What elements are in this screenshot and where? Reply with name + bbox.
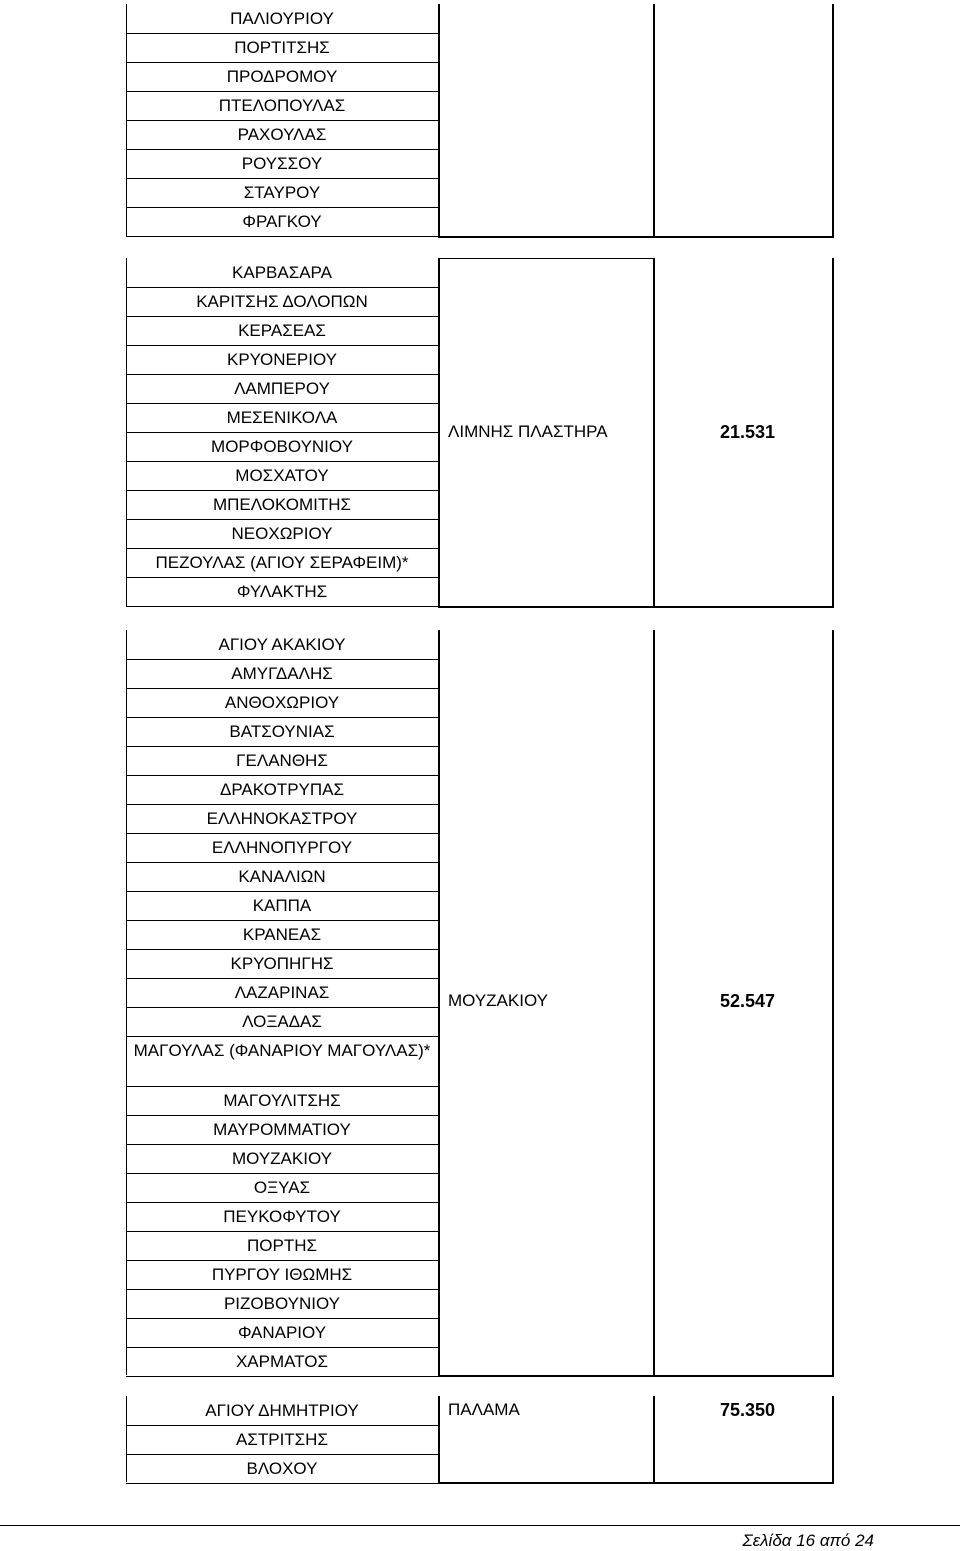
row-divider [126, 236, 438, 237]
village-cell: ΛΑΖΑΡΙΝΑΣ [234, 983, 330, 1002]
village-cell: ΦΥΛΑΚΤΗΣ [236, 582, 328, 601]
row-divider [126, 862, 438, 863]
row-divider [126, 659, 438, 660]
group-bottom-border [438, 1375, 834, 1377]
village-cell: ΑΜΥΓΔΑΛΗΣ [231, 664, 333, 683]
row-divider [126, 1115, 438, 1116]
population-value: 21.531 [719, 422, 775, 442]
village-cell: ΦΡΑΓΚΟΥ [242, 212, 322, 231]
row-divider [126, 1376, 438, 1377]
village-cell: ΛΑΜΠΕΡΟΥ [234, 379, 330, 398]
row-divider [126, 1202, 438, 1203]
row-divider [126, 606, 438, 607]
row-divider [126, 345, 438, 346]
row-divider [126, 1086, 438, 1087]
row-divider [126, 1483, 438, 1484]
row-divider [126, 746, 438, 747]
row-divider [126, 1173, 438, 1174]
row-divider [126, 432, 438, 433]
row-divider [126, 519, 438, 520]
municipality-name: ΠΑΛΑΜΑ [448, 1400, 520, 1419]
row-divider [126, 1318, 438, 1319]
row-divider [126, 490, 438, 491]
population-column-right-border [832, 1396, 834, 1482]
municipality-column-right-border [653, 4, 655, 236]
village-cell: ΧΑΡΜΑΤΟΣ [235, 1352, 329, 1371]
row-divider [126, 804, 438, 805]
village-cell: ΜΟΡΦΟΒΟΥΝΙΟΥ [211, 437, 353, 456]
village-cell: ΜΟΥΖΑΚΙΟΥ [232, 1149, 332, 1168]
row-divider [126, 149, 438, 150]
population-column-right-border [832, 630, 834, 1375]
village-cell: ΑΓΙΟΥ ΑΚΑΚΙΟΥ [218, 635, 346, 654]
population-column-right-border [832, 258, 834, 606]
village-cell: ΜΠΕΛΟΚΟΜΙΤΗΣ [212, 495, 352, 514]
row-divider [126, 891, 438, 892]
village-cell: ΑΝΘΟΧΩΡΙΟΥ [224, 693, 340, 712]
village-cell: ΚΑΠΠΑ [252, 896, 312, 915]
row-divider [126, 1036, 438, 1037]
page-number: Σελίδα 16 από 24 [742, 1531, 874, 1550]
village-cell: ΠΑΛΙΟΥΡΙΟΥ [230, 9, 334, 28]
row-divider [126, 833, 438, 834]
row-divider [126, 120, 438, 121]
village-cell: ΝΕΟΧΩΡΙΟΥ [231, 524, 333, 543]
village-cell: ΟΞΥΑΣ [253, 1178, 311, 1197]
village-cell: ΠΟΡΤΙΤΣΗΣ [234, 38, 330, 57]
village-cell: ΚΕΡΑΣΕΑΣ [238, 321, 326, 340]
village-cell: ΡΙΖΟΒΟΥΝΙΟΥ [223, 1294, 341, 1313]
village-cell: ΚΡΑΝΕΑΣ [242, 925, 322, 944]
village-cell: ΑΓΙΟΥ ΔΗΜΗΤΡΙΟΥ [205, 1401, 359, 1420]
group-bottom-border [438, 236, 834, 238]
row-divider [126, 949, 438, 950]
village-cell: ΠΥΡΓΟΥ ΙΘΩΜΗΣ [211, 1265, 353, 1284]
row-divider [126, 978, 438, 979]
row-divider [126, 62, 438, 63]
village-cell: ΡΑΧΟΥΛΑΣ [237, 125, 327, 144]
village-cell: ΕΛΛΗΝΟΠΥΡΓΟΥ [211, 838, 353, 857]
row-divider [126, 1425, 438, 1426]
row-divider [126, 717, 438, 718]
row-divider [126, 178, 438, 179]
village-cell: ΜΟΣΧΑΤΟΥ [235, 466, 329, 485]
group-bottom-border [438, 1482, 834, 1484]
population-value: 75.350 [719, 1400, 775, 1420]
row-divider [126, 577, 438, 578]
village-cell: ΠΡΟΔΡΟΜΟΥ [226, 67, 338, 86]
village-cell: ΛΟΞΑΔΑΣ [242, 1012, 322, 1031]
row-divider [126, 1454, 438, 1455]
row-divider [126, 920, 438, 921]
village-cell: ΜΑΥΡΟΜΜΑΤΙΟΥ [213, 1120, 351, 1139]
group-top-border [438, 258, 654, 259]
village-cell: ΠΤΕΛΟΠΟΥΛΑΣ [218, 96, 346, 115]
village-cell: ΜΑΓΟΥΛΑΣ (ΦΑΝΑΡΙΟΥ ΜΑΓΟΥΛΑΣ)* [133, 1041, 431, 1060]
village-cell: ΒΑΤΣΟΥΝΙΑΣ [229, 722, 335, 741]
row-divider [126, 207, 438, 208]
row-divider [126, 316, 438, 317]
group-bottom-border [438, 606, 834, 608]
village-cell: ΠΟΡΤΗΣ [246, 1236, 317, 1255]
village-column-right-border [438, 1396, 440, 1482]
village-cell: ΜΕΣΕΝΙΚΟΛΑ [226, 408, 338, 427]
village-cell: ΠΕΥΚΟΦΥΤΟΥ [223, 1207, 341, 1226]
village-cell: ΔΡΑΚΟΤΡΥΠΑΣ [220, 780, 344, 799]
village-cell: ΚΡΥΟΝΕΡΙΟΥ [227, 350, 337, 369]
row-divider [126, 461, 438, 462]
village-column-right-border [438, 258, 440, 606]
village-cell: ΕΛΛΗΝΟΚΑΣΤΡΟΥ [206, 809, 358, 828]
municipality-name: ΛΙΜΝΗΣ ΠΛΑΣΤΗΡΑ [448, 422, 608, 441]
village-cell: ΜΑΓΟΥΛΙΤΣΗΣ [223, 1091, 341, 1110]
village-cell: ΣΤΑΥΡΟΥ [243, 183, 321, 202]
village-cell: ΠΕΖΟΥΛΑΣ (ΑΓΙΟΥ ΣΕΡΑΦΕΙΜ)* [155, 553, 409, 572]
row-divider [126, 403, 438, 404]
row-divider [126, 1144, 438, 1145]
village-cell: ΦΑΝΑΡΙΟΥ [237, 1323, 327, 1342]
row-divider [126, 91, 438, 92]
village-cell: ΡΟΥΣΣΟΥ [241, 154, 323, 173]
village-cell: ΑΣΤΡΙΤΣΗΣ [236, 1430, 328, 1449]
row-divider [126, 1289, 438, 1290]
row-divider [126, 1347, 438, 1348]
village-cell: ΚΡΥΟΠΗΓΗΣ [230, 954, 334, 973]
village-cell: ΚΑΝΑΛΙΩΝ [238, 867, 326, 886]
footer-divider [0, 1525, 960, 1526]
village-cell: ΚΑΡΒΑΣΑΡΑ [232, 263, 332, 282]
row-divider [126, 548, 438, 549]
row-divider [126, 775, 438, 776]
row-divider [126, 1007, 438, 1008]
population-column-right-border [832, 4, 834, 236]
village-column-right-border [438, 630, 440, 1375]
village-column-right-border [438, 4, 440, 236]
village-cell: ΓΕΛΑΝΘΗΣ [236, 751, 328, 770]
municipality-name: ΜΟΥΖΑΚΙΟΥ [448, 991, 548, 1010]
row-divider [126, 33, 438, 34]
row-divider [126, 1260, 438, 1261]
village-cell: ΒΛΟΧΟΥ [246, 1459, 318, 1478]
row-divider [126, 1231, 438, 1232]
village-cell: ΚΑΡΙΤΣΗΣ ΔΟΛΟΠΩΝ [196, 292, 368, 311]
population-value: 52.547 [719, 991, 775, 1011]
row-divider [126, 374, 438, 375]
row-divider [126, 688, 438, 689]
row-divider [126, 287, 438, 288]
